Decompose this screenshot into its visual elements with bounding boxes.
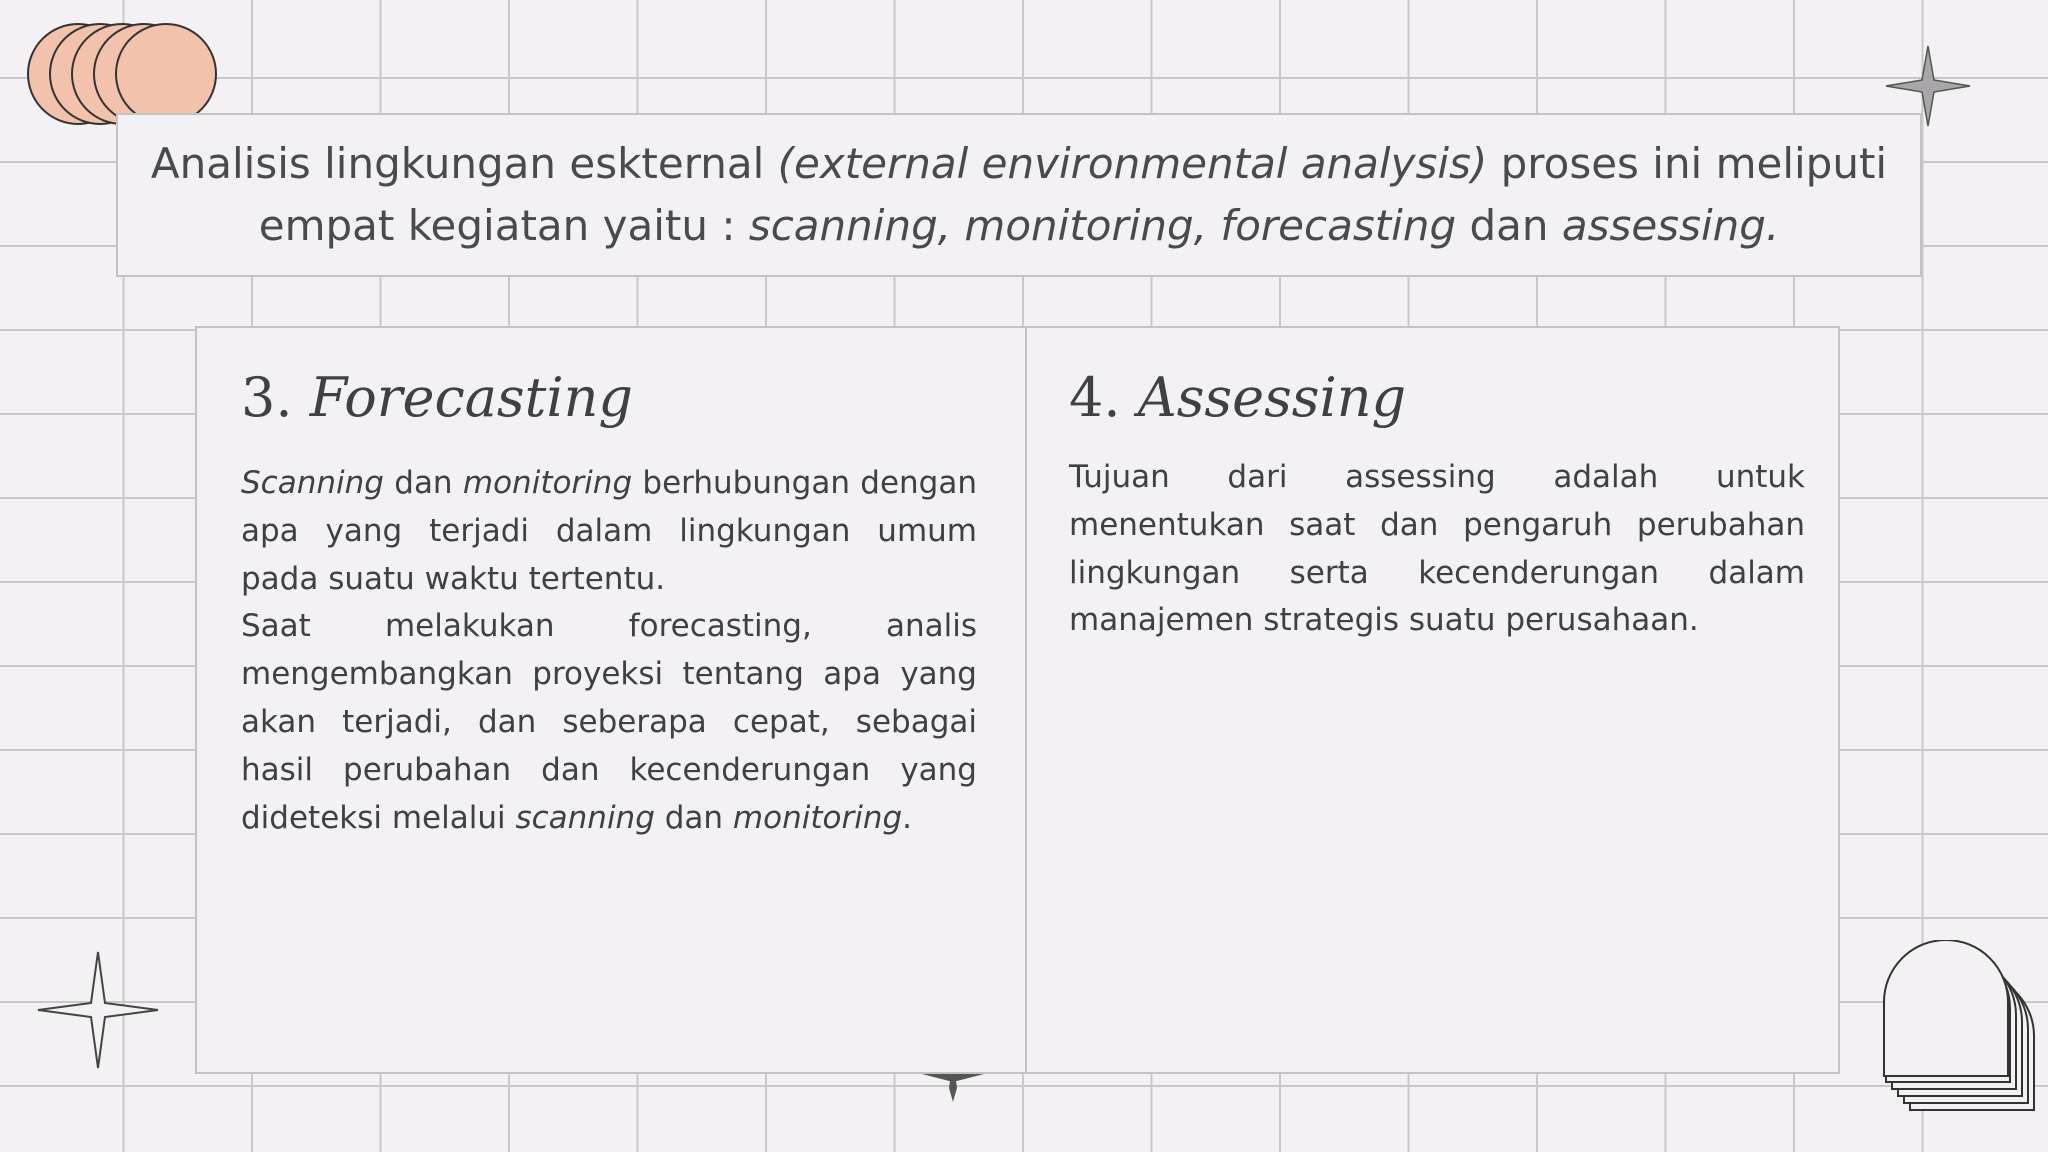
header-line2-em: scanning, monitoring, forecasting (748, 201, 1457, 250)
assessing-title (1069, 362, 1805, 434)
header-line2-em2: assessing. (1561, 201, 1780, 250)
forecasting-paragraph-1 (241, 460, 977, 603)
assessing-column (1069, 328, 1805, 645)
sparkle-star-outline-icon (36, 950, 160, 1070)
assessing-number: 4. (1069, 366, 1121, 429)
header-line2-b: dan (1456, 201, 1562, 250)
forecasting-p2-t2: dan (654, 799, 733, 836)
forecasting-p2-em1: scanning (515, 799, 655, 836)
forecasting-title-text: Forecasting (309, 366, 633, 429)
header-text (151, 133, 1887, 257)
header-line1-a: Analisis lingkungan eskternal (150, 139, 778, 188)
forecasting-p1-t2: berhubungan dengan apa yang terjadi dalam lingkungan umum pada suatu waktu tertentu. (241, 465, 977, 597)
forecasting-p1-em2: monitoring (462, 465, 633, 501)
forecasting-p2-t3: . (902, 799, 913, 836)
forecasting-column (241, 328, 977, 842)
assessing-paragraph-1: Tujuan dari assessing adalah untuk menentukan saat dan pengaruh perubahan lingkungan serta kecenderungan dalam manajemen strategis suatu perusahaan. (1069, 459, 1805, 639)
header-line2-a: empat kegiatan yaitu : (258, 201, 749, 250)
forecasting-title (241, 362, 977, 434)
assessing-body (1069, 454, 1805, 645)
stacked-arch-shapes (1880, 940, 2048, 1152)
forecasting-body (241, 460, 977, 842)
header-line1-b: proses ini meliputi (1487, 139, 1888, 188)
forecasting-p2-t1: Saat melakukan forecasting, analis mengembangkan proyeksi tentang apa yang akan terjadi, dan seberapa cepat, sebagai hasil perubahan dan kecenderungan yang dideteksi melalui (241, 608, 977, 836)
panel-divider (1025, 328, 1027, 1072)
forecasting-p1-em1: Scanning (241, 465, 384, 501)
forecasting-number: 3. (241, 366, 293, 429)
forecasting-p1-t1: dan (383, 465, 463, 501)
forecasting-paragraph-2 (241, 603, 977, 842)
header-box (116, 113, 1922, 277)
assessing-title-text: Assessing (1137, 366, 1407, 429)
forecasting-p2-em2: monitoring (732, 799, 903, 836)
content-panel (195, 326, 1840, 1074)
header-line1-em: (external environmental analysis) (777, 139, 1488, 188)
